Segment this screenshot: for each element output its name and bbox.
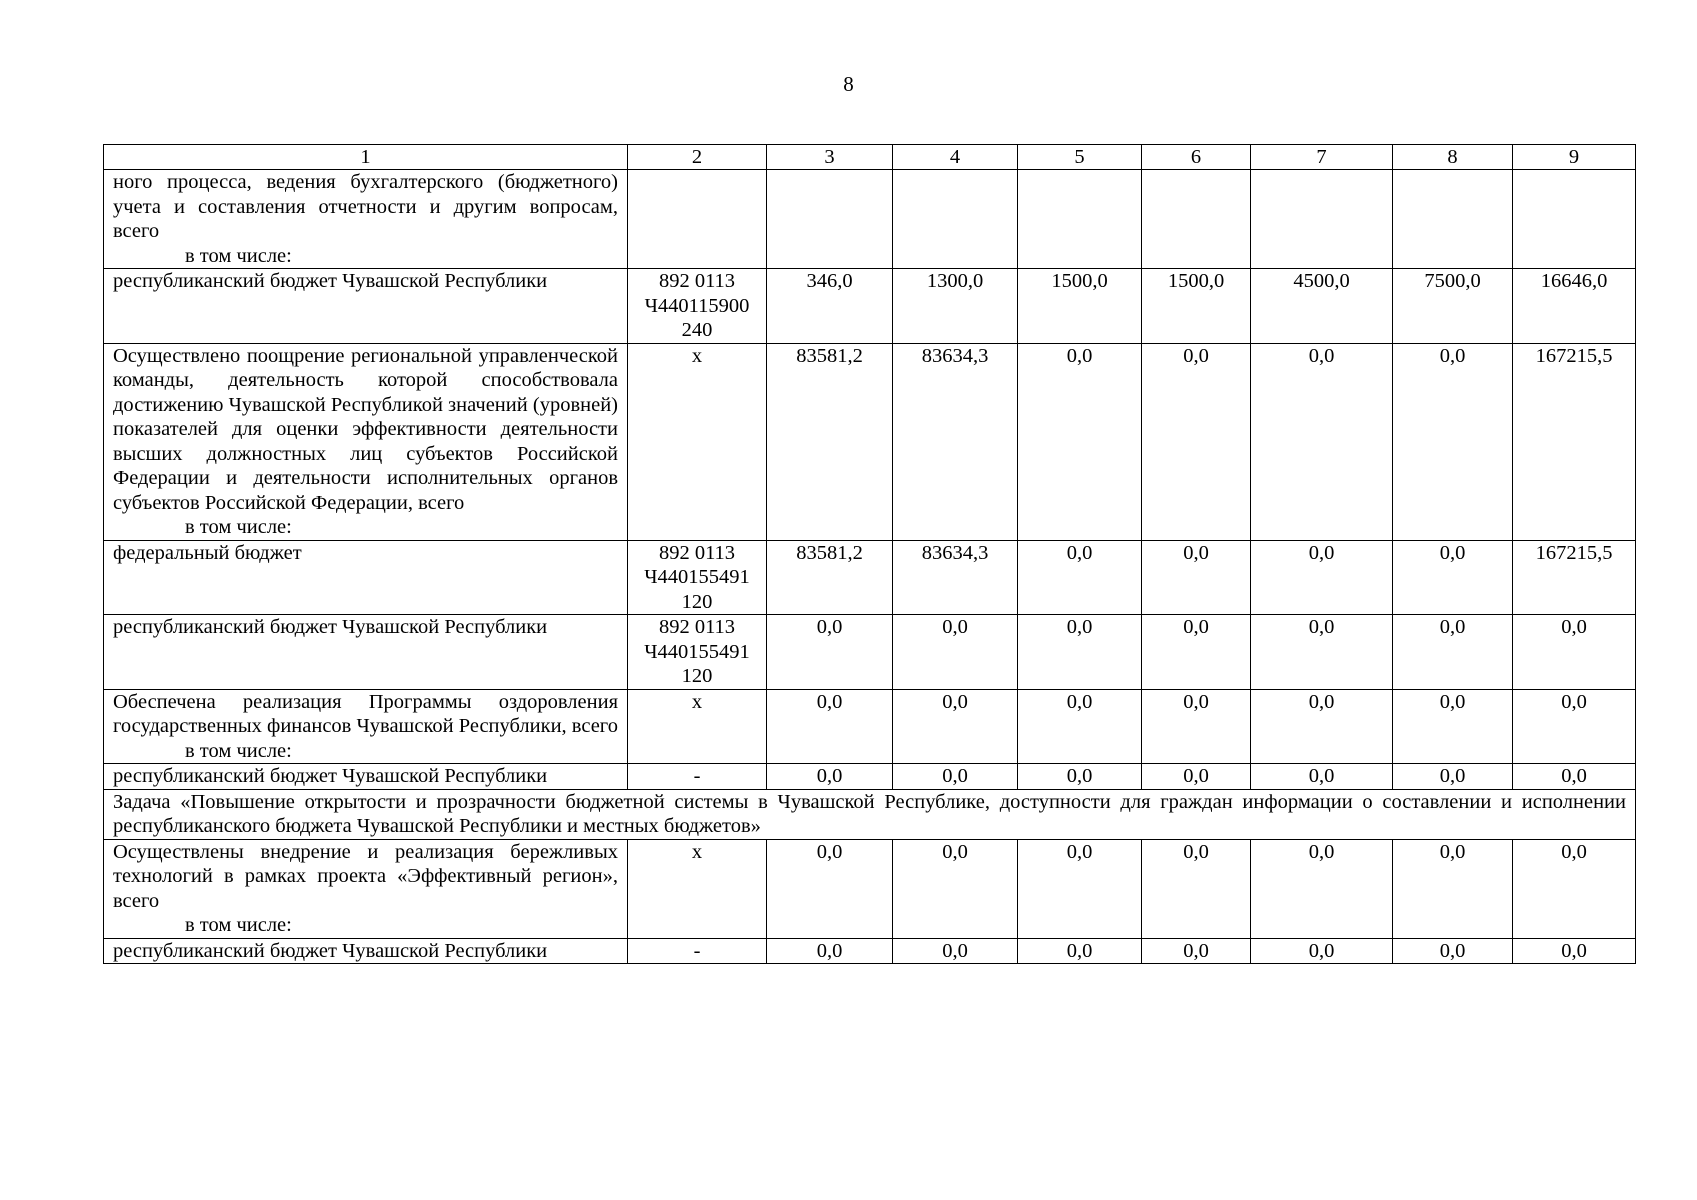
budget-code — [628, 269, 767, 344]
source-row — [104, 540, 1636, 615]
budget-code — [628, 615, 767, 690]
value-cell: 83634,3 — [893, 343, 1018, 540]
budget-code-line: 892 0113 — [658, 541, 736, 564]
budget-code-line: Ч440115900 — [644, 294, 750, 317]
budget-code-line: х — [691, 690, 703, 713]
value-cell: 0,0 — [1142, 764, 1251, 790]
task-row — [104, 789, 1636, 839]
budget-code-line: Ч440155491 — [644, 566, 750, 588]
value-cell — [767, 170, 893, 269]
header-cell: 8 — [1393, 145, 1513, 170]
value-cell: 0,0 — [767, 764, 893, 790]
value-cell: 0,0 — [1513, 938, 1636, 964]
value-cell: 0,0 — [1393, 343, 1513, 540]
value-cell: 0,0 — [1513, 839, 1636, 938]
budget-code-line: 892 0113 — [658, 616, 736, 638]
value-cell: 0,0 — [767, 615, 893, 690]
description-text: ного процесса, ведения бухгалтерского (бюджетного) учета и составления отчетности и другим вопросам, всего — [113, 171, 618, 242]
value-cell: 167215,5 — [1513, 343, 1636, 540]
value-cell: 4500,0 — [1251, 269, 1393, 344]
description-text: республиканский бюджет Чувашской Республики — [113, 939, 548, 962]
value-cell: 0,0 — [1251, 343, 1393, 540]
page-number: 8 — [843, 72, 854, 96]
value-cell: 0,0 — [1142, 689, 1251, 764]
value-cell — [1251, 170, 1393, 269]
task-text: Задача «Повышение открытости и прозрачности бюджетной системы в Чувашской Республике, доступности для граждан информации о составлении и исполнении республиканского бюджета Чувашской Республики и местных бюджетов» — [104, 789, 1636, 839]
value-cell: 0,0 — [1393, 839, 1513, 938]
value-cell: 0,0 — [1251, 689, 1393, 764]
budget-code-line: х — [691, 344, 703, 367]
item-row — [104, 839, 1636, 938]
value-cell: 0,0 — [1142, 615, 1251, 690]
value-cell: 0,0 — [1251, 764, 1393, 790]
item-row — [104, 343, 1636, 540]
value-cell: 0,0 — [1393, 689, 1513, 764]
including-label: в том числе: — [185, 516, 292, 538]
including-label: в том числе: — [185, 244, 292, 267]
item-row — [104, 689, 1636, 764]
table-body — [104, 145, 1636, 964]
value-cell: 0,0 — [1393, 615, 1513, 690]
value-cell: 0,0 — [1393, 764, 1513, 790]
value-cell: 0,0 — [1251, 615, 1393, 690]
value-cell: 0,0 — [1513, 764, 1636, 790]
budget-table — [103, 144, 1636, 964]
value-cell: 0,0 — [1018, 343, 1142, 540]
value-cell: 0,0 — [893, 764, 1018, 790]
header-cell: 9 — [1513, 145, 1636, 170]
value-cell: 0,0 — [767, 689, 893, 764]
budget-code — [628, 343, 767, 540]
description-text: федеральный бюджет — [113, 541, 302, 564]
value-cell: 0,0 — [1251, 540, 1393, 615]
value-cell: 0,0 — [1393, 540, 1513, 615]
header-cell: 1 — [104, 145, 628, 170]
budget-code — [628, 540, 767, 615]
value-cell: 1500,0 — [1018, 269, 1142, 344]
description-text: Обеспечена реализация Программы оздоровления государственных финансов Чувашской Республики, всего — [113, 690, 618, 737]
budget-code-line: 892 0113 — [658, 270, 736, 292]
budget-code — [628, 764, 767, 790]
description-text: республиканский бюджет Чувашской Республики — [113, 270, 548, 292]
value-cell: 0,0 — [767, 938, 893, 964]
value-cell: 0,0 — [1018, 938, 1142, 964]
source-row — [104, 938, 1636, 964]
budget-code-line: 120 — [681, 665, 713, 687]
header-cell: 5 — [1018, 145, 1142, 170]
budget-code-line: - — [693, 765, 701, 787]
source-row — [104, 269, 1636, 344]
budget-code — [628, 170, 767, 269]
funding-source — [104, 540, 628, 615]
description-text: Осуществлены внедрение и реализация бережливых технологий в рамках проекта «Эффективный регион», всего — [113, 840, 618, 912]
value-cell: 0,0 — [893, 938, 1018, 964]
value-cell: 0,0 — [1513, 615, 1636, 690]
funding-source — [104, 764, 628, 790]
value-cell: 0,0 — [1142, 839, 1251, 938]
value-cell — [1142, 170, 1251, 269]
budget-code-line: 120 — [681, 590, 713, 613]
value-cell: 0,0 — [1142, 540, 1251, 615]
value-cell: 0,0 — [1018, 540, 1142, 615]
value-cell: 0,0 — [1251, 938, 1393, 964]
item-description — [104, 689, 628, 764]
description-text: республиканский бюджет Чувашской Республики — [113, 616, 548, 638]
value-cell: 0,0 — [1393, 938, 1513, 964]
source-row — [104, 615, 1636, 690]
value-cell: 0,0 — [1142, 938, 1251, 964]
value-cell: 0,0 — [1251, 839, 1393, 938]
header-cell: 7 — [1251, 145, 1393, 170]
budget-code-line: 240 — [681, 319, 713, 341]
item-row — [104, 170, 1636, 269]
budget-code — [628, 689, 767, 764]
value-cell — [1513, 170, 1636, 269]
funding-source — [104, 938, 628, 964]
value-cell: 0,0 — [893, 615, 1018, 690]
value-cell: 0,0 — [1018, 615, 1142, 690]
value-cell — [1393, 170, 1513, 269]
header-cell: 2 — [628, 145, 767, 170]
value-cell — [1018, 170, 1142, 269]
source-row — [104, 764, 1636, 790]
value-cell: 0,0 — [1513, 689, 1636, 764]
value-cell — [893, 170, 1018, 269]
budget-code-line: х — [691, 840, 703, 863]
value-cell: 0,0 — [1142, 343, 1251, 540]
header-cell: 4 — [893, 145, 1018, 170]
header-cell: 3 — [767, 145, 893, 170]
item-description — [104, 839, 628, 938]
item-description — [104, 170, 628, 269]
funding-source — [104, 269, 628, 344]
header-cell: 6 — [1142, 145, 1251, 170]
budget-code-line: Ч440155491 — [644, 640, 750, 663]
value-cell: 0,0 — [1018, 689, 1142, 764]
value-cell: 83581,2 — [767, 540, 893, 615]
value-cell: 83634,3 — [893, 540, 1018, 615]
value-cell: 346,0 — [767, 269, 893, 344]
value-cell: 167215,5 — [1513, 540, 1636, 615]
value-cell: 1300,0 — [893, 269, 1018, 344]
budget-code-line: - — [693, 939, 701, 962]
including-label: в том числе: — [185, 739, 292, 762]
header-row — [104, 145, 1636, 170]
budget-code — [628, 938, 767, 964]
description-text: республиканский бюджет Чувашской Республики — [113, 765, 548, 787]
value-cell: 16646,0 — [1513, 269, 1636, 344]
value-cell: 0,0 — [767, 839, 893, 938]
description-text: Осуществлено поощрение региональной управленческой команды, деятельность которой способствовала достижению Чувашской Республикой значений (уровней) показателей для оценки эффективности деятельности высших должностных лиц субъектов Российской Федерации и деятельности исполнительных органов субъектов Российской Федерации, всего — [113, 344, 618, 514]
value-cell: 0,0 — [893, 689, 1018, 764]
funding-source — [104, 615, 628, 690]
value-cell: 0,0 — [1018, 839, 1142, 938]
item-description — [104, 343, 628, 540]
budget-code — [628, 839, 767, 938]
value-cell: 83581,2 — [767, 343, 893, 540]
value-cell: 1500,0 — [1142, 269, 1251, 344]
value-cell: 0,0 — [893, 839, 1018, 938]
value-cell: 7500,0 — [1393, 269, 1513, 344]
value-cell: 0,0 — [1018, 764, 1142, 790]
including-label: в том числе: — [185, 914, 292, 936]
